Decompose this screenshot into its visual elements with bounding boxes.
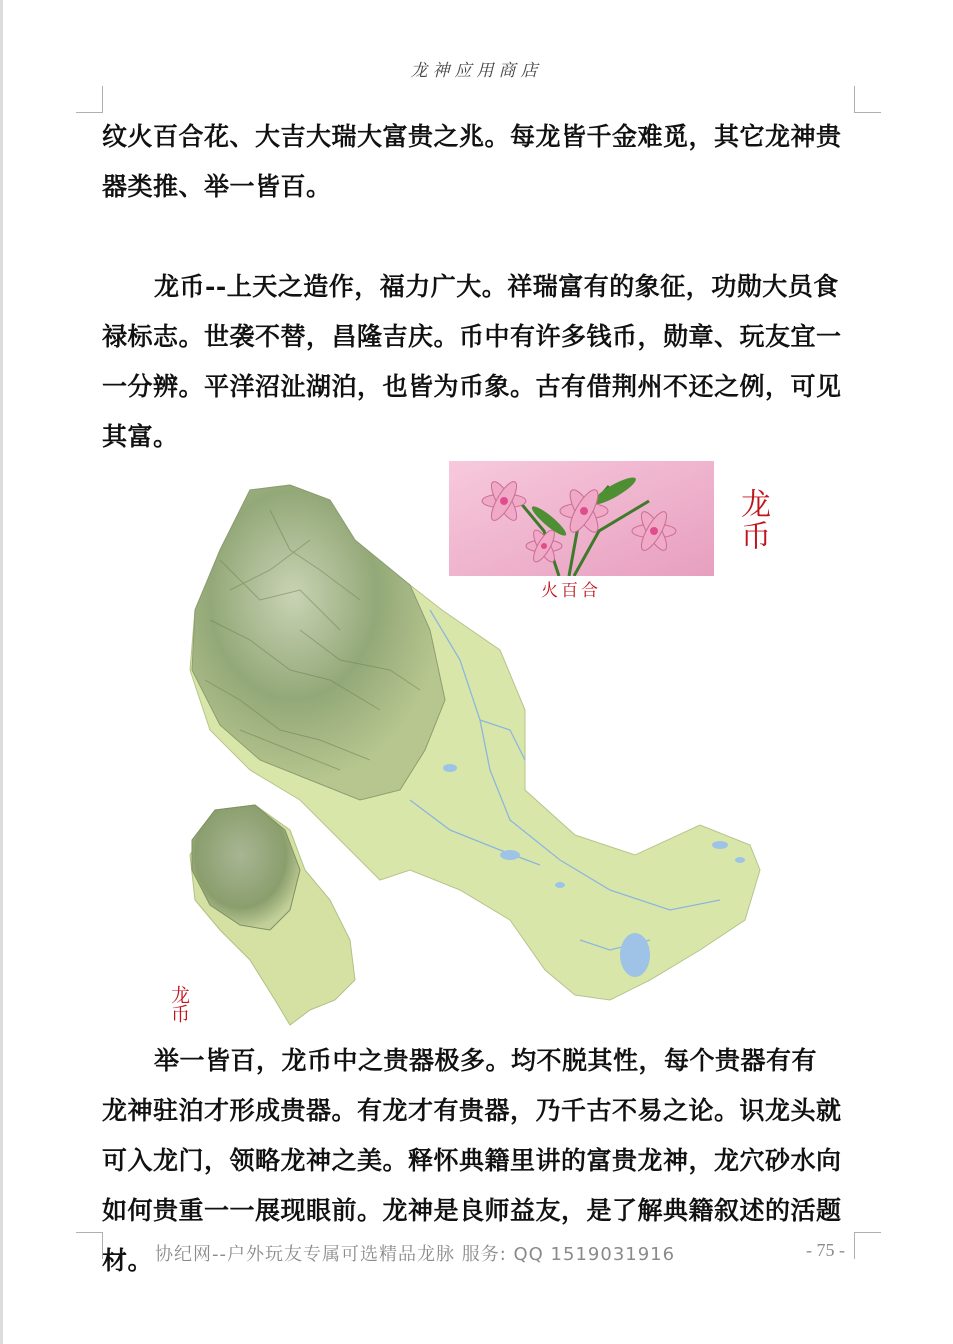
map-lake — [500, 850, 520, 860]
paragraph-2: 龙币--上天之造作，福力广大。祥瑞富有的象征，功勋大员食禄标志。世袭不替，昌隆吉庆。币中有许多钱币，勋章、玩友宜一一分辨。平洋沼沚湖泊，也皆为币象。古有借荆州不还之例，可见其富。 — [102, 272, 842, 451]
crop-mark-top-right — [854, 86, 881, 113]
crop-mark-bottom-right — [854, 1232, 881, 1259]
map-lake — [555, 882, 565, 888]
paragraph-3: 举一皆百，龙币中之贵器极多。均不脱其性，每个贵器有有龙神驻泊才形成贵器。有龙才有贵器，乃千古不易之论。识龙头就可入龙门，领略龙神之美。释怀典籍里讲的富贵龙神，龙穴砂水向如何贵重一一展现眼前。龙神是良师益友，是了解典籍叙述的活题材。 — [102, 1046, 842, 1275]
page-header-title: 龙神应用商店 — [410, 61, 543, 81]
page-edge — [0, 0, 3, 1344]
paragraph-1: 纹火百合花、大吉大瑞大富贵之兆。每龙皆千金难觅，其它龙神贵器类推、举一皆百。 — [102, 122, 842, 201]
map-lake — [712, 841, 728, 849]
crop-mark-bottom-left — [76, 1232, 103, 1259]
map-lake — [443, 764, 457, 772]
photo-caption: 火百合 — [541, 581, 601, 601]
map-lake — [735, 857, 745, 863]
map-mountain-region — [192, 485, 445, 800]
fire-lily-photo — [449, 461, 714, 576]
crop-mark-top-left — [76, 86, 103, 113]
page-number: - 75 - — [806, 1240, 845, 1260]
figure-label-small: 龙币 — [168, 985, 190, 1023]
figure-label-large: 龙币 — [735, 488, 770, 552]
footer-text: 协纪网--户外玩友专属可选精品龙脉 服务: QQ 1519031916 — [155, 1244, 676, 1265]
map-lake-large — [620, 933, 650, 977]
